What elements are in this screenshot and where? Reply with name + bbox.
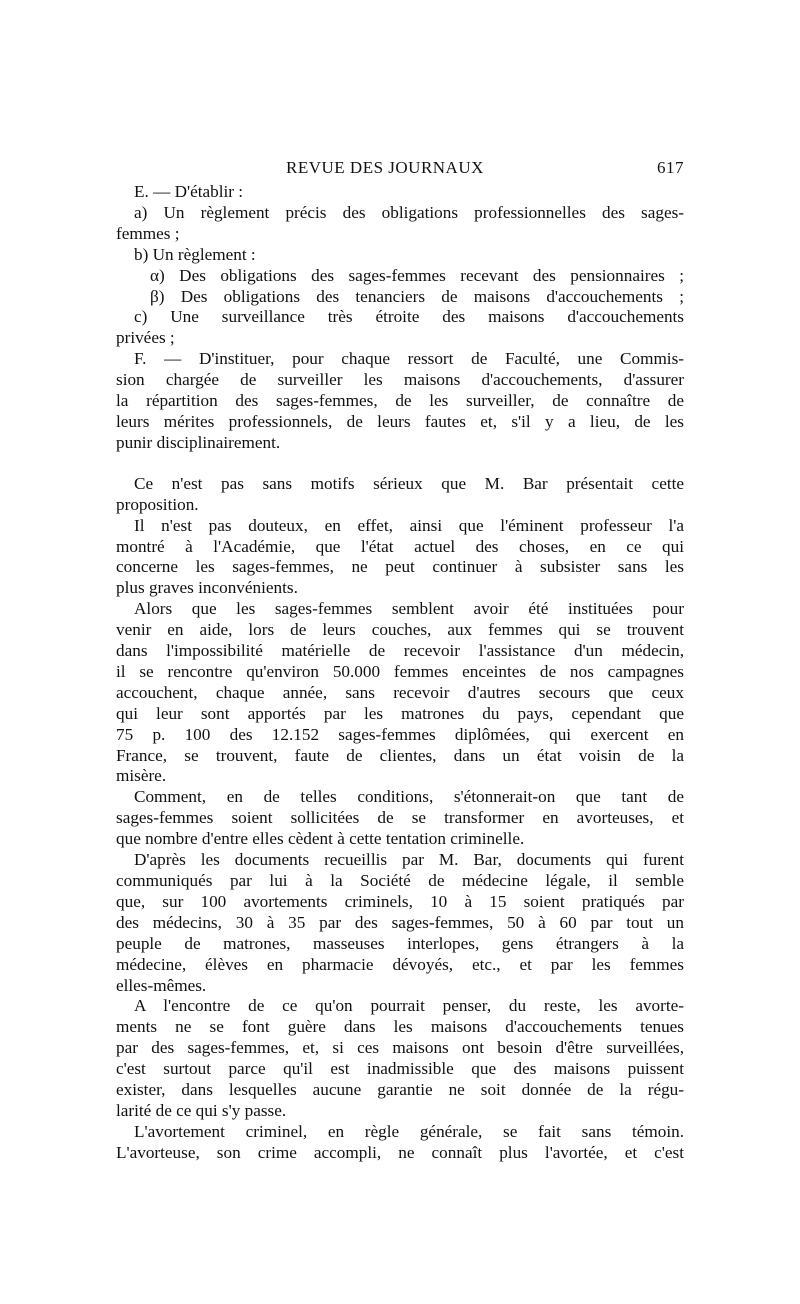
text-line: plus graves inconvénients. — [116, 578, 298, 598]
text-line: ments ne se font guère dans les maisons d'accouchements tenues — [116, 1017, 684, 1037]
text-line: sages-femmes soient sollicitées de se transformer en avorteuses, et — [116, 808, 684, 828]
text-line: la répartition des sages-femmes, de les surveiller, de connaître de — [116, 391, 684, 411]
body-text — [116, 182, 684, 1164]
paragraph-gap — [116, 454, 684, 474]
text-line: leurs mérites professionnels, de leurs fautes et, s'il y a lieu, de les — [116, 411, 684, 431]
text-line: misère. — [116, 766, 167, 786]
text-line: France, se trouvent, faute de clientes, dans un état voisin de la — [116, 745, 684, 765]
text-line: venir en aide, lors de leurs couches, aux femmes qui se trouvent — [116, 620, 684, 640]
text-line: Il n'est pas douteux, en effet, ainsi que l'éminent professeur l'a — [134, 515, 684, 535]
text-line: que, sur 100 avortements criminels, 10 à 15 soient pratiqués par — [116, 891, 684, 911]
text-line: A l'encontre de ce qu'on pourrait penser, du reste, les avorte- — [134, 996, 684, 1016]
text-line: par des sages-femmes, et, si ces maisons ont besoin d'être surveillées, — [116, 1038, 684, 1058]
text-line: b) Un règlement : — [134, 244, 256, 264]
recommendations-list — [116, 182, 684, 454]
text-line: femmes ; — [116, 223, 180, 243]
text-line: punir disciplinairement. — [116, 432, 281, 452]
text-line: accouchent, chaque année, sans recevoir d'autres secours que ceux — [116, 682, 684, 702]
text-line: 75 p. 100 des 12.152 sages-femmes diplômées, qui exercent en — [116, 724, 684, 744]
text-line: elles-mêmes. — [116, 975, 207, 995]
text-line: F. — D'instituer, pour chaque ressort de Faculté, une Commis- — [134, 349, 684, 369]
text-line: communiqués par lui à la Société de médecine légale, il semble — [116, 871, 684, 890]
book-page — [116, 152, 684, 1164]
text-line: des médecins, 30 à 35 par des sages-femmes, 50 à 60 par tout un — [116, 912, 684, 932]
text-line: a) Un règlement précis des obligations professionnelles des sages- — [134, 202, 684, 222]
text-line: D'après les documents recueillis par M. Bar, documents qui furent — [134, 850, 684, 870]
text-line: L'avortement criminel, en règle générale, se fait sans témoin. — [134, 1121, 684, 1141]
text-line: exister, dans lesquelles aucune garantie ne soit donnée de la régu- — [116, 1080, 684, 1100]
commentary-paragraphs — [116, 474, 684, 1164]
text-line: peuple de matrones, masseuses interlopes, gens étrangers à la — [116, 933, 684, 953]
text-line: α) Des obligations des sages-femmes recevant des pensionnaires ; — [150, 265, 684, 285]
text-line: Comment, en de telles conditions, s'étonnerait-on que tant de — [134, 787, 684, 807]
text-line: dans l'impossibilité matérielle de recevoir l'assistance d'un médecin, — [116, 641, 684, 661]
text-line: Ce n'est pas sans motifs sérieux que M. Bar présentait cette — [134, 473, 684, 493]
running-title: REVUE DES JOURNAUX — [286, 158, 484, 177]
text-line: privées ; — [116, 328, 175, 348]
text-line: L'avorteuse, son crime accompli, ne connaît plus l'avortée, et c'est — [116, 1142, 684, 1162]
text-line: Alors que les sages-femmes semblent avoir été instituées pour — [134, 599, 684, 619]
text-line: sion chargée de surveiller les maisons d'accouchements, d'assurer — [116, 370, 684, 390]
running-header — [116, 152, 684, 182]
text-line: il se rencontre qu'environ 50.000 femmes enceintes de nos campagnes — [116, 661, 684, 681]
text-line: β) Des obligations des tenanciers de maisons d'accouchements ; — [150, 286, 684, 306]
text-line: c) Une surveillance très étroite des maisons d'accouchements — [134, 307, 684, 327]
text-line: larité de ce qui s'y passe. — [116, 1100, 287, 1120]
text-line: médecine, élèves en pharmacie dévoyés, etc., et par les femmes — [116, 954, 684, 974]
text-line: E. — D'établir : — [134, 182, 244, 201]
page-number: 617 — [657, 158, 684, 177]
text-line: que nombre d'entre elles cèdent à cette tentation criminelle. — [116, 829, 525, 849]
text-line: c'est surtout parce qu'il est inadmissible que des maisons puissent — [116, 1059, 684, 1079]
text-line: qui leur sont apportés par les matrones du pays, cependant que — [116, 703, 684, 723]
text-line: proposition. — [116, 494, 199, 514]
text-line: concerne les sages-femmes, ne peut continuer à subsister sans les — [116, 557, 684, 577]
text-line: montré à l'Académie, que l'état actuel des choses, en ce qui — [116, 536, 684, 556]
